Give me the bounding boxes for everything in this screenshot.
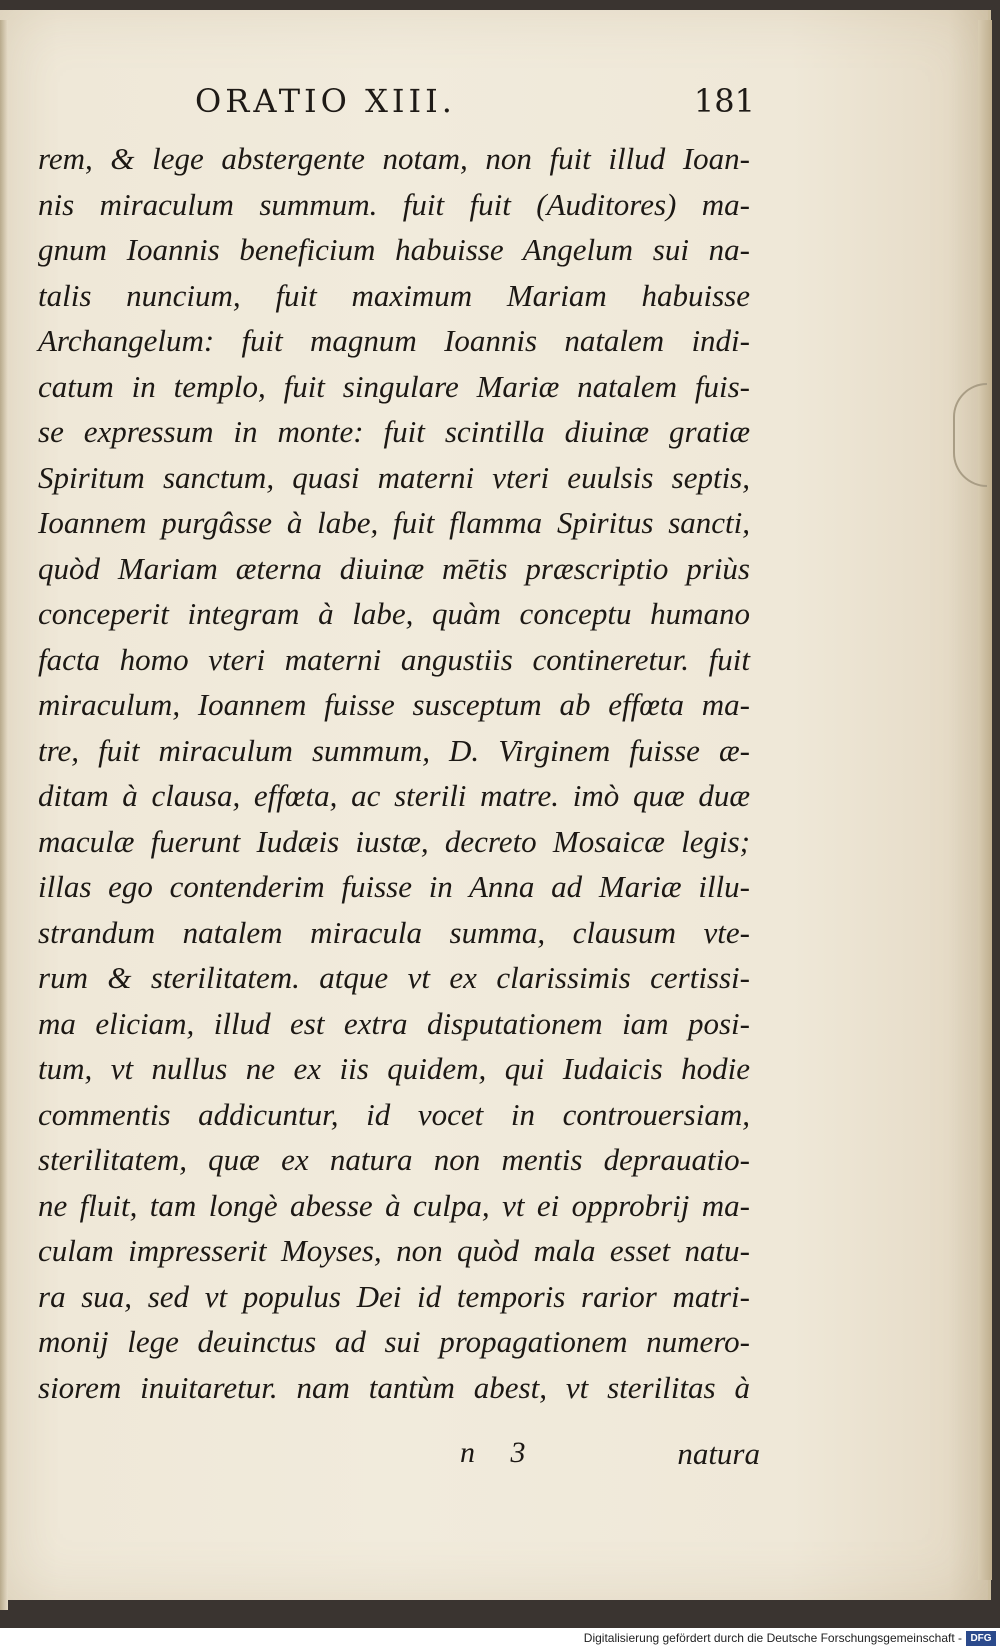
text-line: strandum natalem miracula summa, clausum vte-	[38, 914, 750, 950]
text-line: illas ego contenderim fuisse in Anna ad Mariæ illu-	[38, 869, 750, 904]
signature-mark: n 3	[460, 1436, 540, 1469]
credit-bar	[0, 1628, 1000, 1650]
page-gutter	[0, 20, 8, 1610]
page-number: 181	[693, 82, 755, 120]
text-line: miraculum, Ioannem fuisse susceptum ab effœta ma-	[38, 687, 750, 722]
text-line: rem, & lege abstergente notam, non fuit illud Ioan-	[38, 141, 750, 176]
text-line: nis miraculum summum. fuit fuit (Auditores) ma-	[38, 186, 750, 222]
running-head: ORATIO XIII.	[195, 82, 456, 120]
text-line: siorem inuitaretur. nam tantùm abest, vt sterilitas à	[38, 1369, 750, 1405]
text-line: tum, vt nullus ne ex iis quidem, qui Iudaicis hodie	[38, 1051, 750, 1086]
text-line: facta homo vteri materni angustiis contineretur. fuit	[38, 641, 750, 677]
text-line: gnum Ioannis beneficium habuisse Angelum sui na-	[38, 232, 750, 267]
page-footer	[460, 1436, 760, 1484]
text-line: monij lege deuinctus ad sui propagationem numero-	[38, 1324, 750, 1359]
text-line: Archangelum: fuit magnum Ioannis natalem indi-	[38, 323, 750, 358]
text-line: commentis addicuntur, id vocet in controuersiam,	[38, 1096, 750, 1132]
text-line: ne fluit, tam longè abesse à culpa, vt ei opprobrij ma-	[38, 1187, 750, 1223]
page-tab-mark	[953, 383, 987, 487]
text-line: ditam à clausa, effœta, ac sterili matre. imò quæ duæ	[38, 778, 750, 813]
text-line: se expressum in monte: fuit scintilla diuinæ gratiæ	[38, 414, 750, 449]
text-line: Ioannem purgâsse à labe, fuit flamma Spiritus sancti,	[38, 505, 750, 540]
text-line: ma eliciam, illud est extra disputationem iam posi-	[38, 1005, 750, 1041]
catchword: natura	[677, 1436, 760, 1471]
credit-text: Digitalisierung gefördert durch die Deutsche Forschungsgemeinschaft -	[583, 1631, 962, 1645]
text-line: talis nuncium, fuit maximum Mariam habuisse	[38, 277, 750, 313]
text-line: ra sua, sed vt populus Dei id temporis rarior matri-	[38, 1278, 750, 1314]
body-text	[38, 136, 750, 1410]
text-line: conceperit integram à labe, quàm conceptu humano	[38, 596, 750, 631]
text-line: maculæ fuerunt Iudæis iustæ, decreto Mosaicæ legis;	[38, 823, 750, 859]
text-line: rum & sterilitatem. atque vt ex clarissimis certissi-	[38, 960, 750, 995]
text-line: culam impresserit Moyses, non quòd mala esset natu-	[38, 1233, 750, 1268]
text-line: tre, fuit miraculum summum, D. Virginem fuisse æ-	[38, 732, 750, 768]
text-line: catum in templo, fuit singulare Mariæ natalem fuis-	[38, 368, 750, 404]
text-line: sterilitatem, quæ ex natura non mentis deprauatio-	[38, 1142, 750, 1177]
text-line: Spiritum sanctum, quasi materni vteri euulsis septis,	[38, 459, 750, 495]
text-line: quòd Mariam æterna diuinæ mētis præscriptio priùs	[38, 550, 750, 586]
page-edges	[978, 20, 992, 1580]
page-header	[195, 82, 755, 132]
dfg-logo: DFG	[966, 1631, 996, 1646]
